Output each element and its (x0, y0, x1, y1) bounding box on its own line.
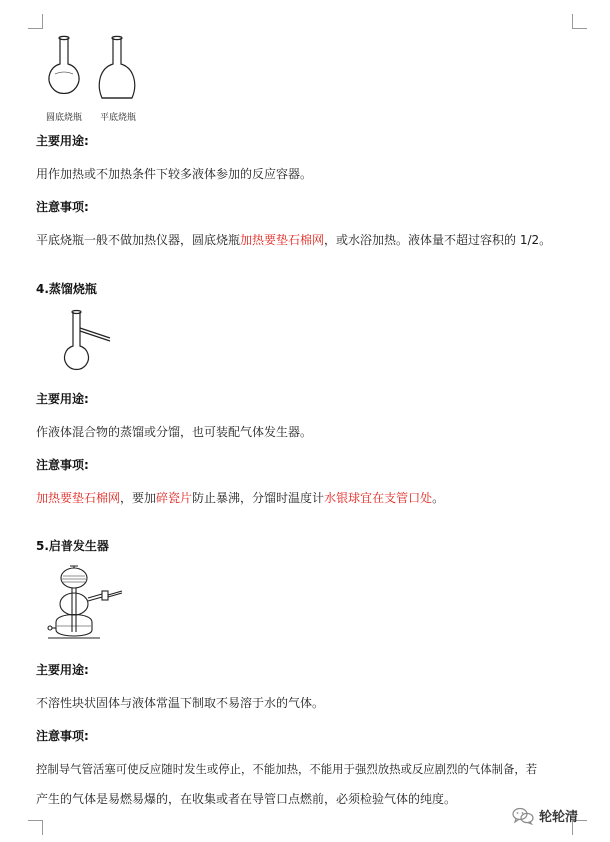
sec4-use-heading: 主要用途: (36, 392, 89, 406)
sec1-note-part-a: 平底烧瓶一般不做加热仪器，圆底烧瓶 (36, 233, 241, 247)
sec1-use-text: 用作加热或不加热条件下较多液体参加的反应容器。 (36, 167, 313, 181)
sec1-note-part-b: ，或水浴加热。液体量不超过容积的 1/2。 (324, 233, 552, 247)
sec4-use-text: 作液体混合物的蒸馏或分馏，也可装配气体发生器。 (36, 425, 313, 439)
round-bottom-flask-icon (44, 34, 84, 106)
corner-mark-bottom-left (28, 820, 43, 835)
sec4-title: 4.蒸馏烧瓶 (36, 282, 97, 296)
sec4-note-heading: 注意事项: (36, 458, 89, 472)
sec5-note-line-2: 产生的气体是易燃易爆的，在收集或者在导管口点燃前，必须检验气体的纯度。 (36, 792, 457, 806)
watermark-text: 轮轮清 (539, 810, 579, 825)
distillation-flask-icon (56, 308, 116, 376)
sec5-use-heading: 主要用途: (36, 663, 89, 677)
sec4-note-red-1: 加热要垫石棉网 (36, 491, 121, 505)
sec1-use-heading: 主要用途: (36, 134, 89, 148)
sec4-note-part-c: 。 (432, 491, 445, 505)
sec1-note-text (36, 232, 551, 248)
sec5-note-line-1: 控制导气管活塞可使反应随时发生或停止，不能加热，不能用于强烈放热或反应剧烈的气体制备，若 (36, 762, 538, 776)
sec4-note-red-3: 水银球宜在支管口处 (324, 491, 433, 505)
sec5-use-text: 不溶性块状固体与液体常温下制取不易溶于水的气体。 (36, 696, 325, 710)
sec4-note-red-2: 碎瓷片 (156, 491, 193, 505)
kipp-generator-icon (44, 560, 134, 644)
sec4-note-text (36, 490, 444, 506)
sec5-note-heading: 注意事项: (36, 729, 89, 743)
sec4-note-part-b: 防止暴沸，分馏时温度计 (192, 491, 325, 505)
corner-mark-top-left (28, 14, 43, 29)
corner-mark-top-right (572, 14, 587, 29)
flat-bottom-flask-icon (94, 34, 140, 106)
sec1-note-heading: 注意事项: (36, 200, 89, 214)
watermark (512, 806, 578, 825)
flat-bottom-flask-caption: 平底烧瓶 (100, 113, 137, 123)
sec5-title: 5.启普发生器 (36, 539, 109, 553)
sec4-note-part-a: ，要加 (120, 491, 157, 505)
round-bottom-flask-caption: 圆底烧瓶 (46, 113, 83, 123)
wechat-icon (512, 807, 534, 825)
sec1-note-red: 加热要垫石棉网 (240, 233, 325, 247)
